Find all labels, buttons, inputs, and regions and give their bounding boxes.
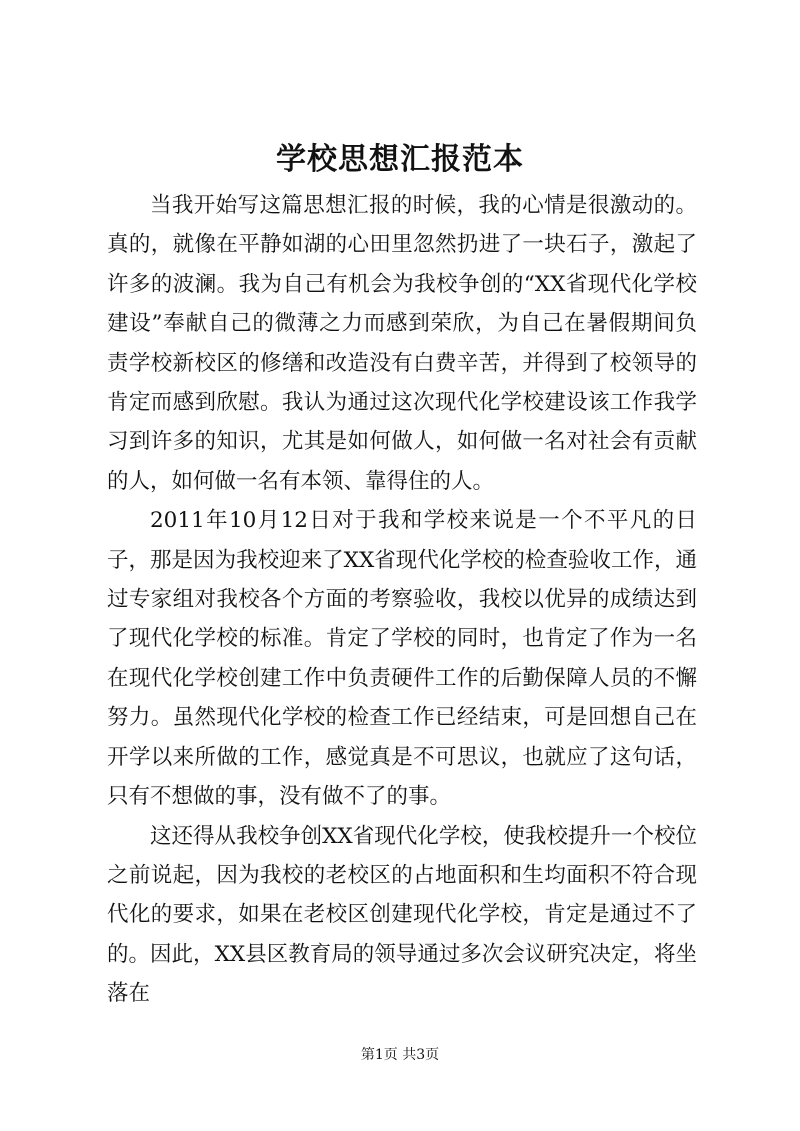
document-body bbox=[107, 186, 697, 1014]
paragraph-1: 当我开始写这篇思想汇报的时候，我的心情是很激动的。真的，就像在平静如湖的心田里忽然扔进了一块石子，激起了许多的波澜。我为自己有机会为我校争创的“XX省现代化学校建设”奉献自己的微薄之力而感到荣欣，为自己在暑假期间负责学校新校区的修缮和改造没有白费辛苦，并得到了校领导的肯定而感到欣慰。我认为通过这次现代化学校建设该工作我学习到许多的知识，尤其是如何做人，如何做一名对社会有贡献的人，如何做一名有本领、靠得住的人。 bbox=[107, 193, 697, 494]
paragraph-2: 2011年10月12日对于我和学校来说是一个不平凡的日子，那是因为我校迎来了XX省现代化学校的检查验收工作，通过专家组对我校各个方面的考察验收，我校以优异的成绩达到了现代化学校的标准。肯定了学校的同时，也肯定了作为一名在现代化学校创建工作中负责硬件工作的后勤保障人员的不懈努力。虽然现代化学校的检查工作已经结束，可是回想自己在开学以来所做的工作，感觉真是不可思议，也就应了这句话，只有不想做的事，没有做不了的事。 bbox=[107, 508, 697, 810]
document-title: 学校思想汇报范本 bbox=[276, 142, 524, 177]
page-footer: 第1页 共3页 bbox=[360, 1047, 440, 1063]
paragraph-3: 这还得从我校争创XX省现代化学校，使我校提升一个校位之前说起，因为我校的老校区的占地面积和生均面积不符合现代化的要求，如果在老校区创建现代化学校，肯定是通过不了的。因此，XX县区教育局的领导通过多次会议研究决定，将坐落在 bbox=[107, 823, 697, 1007]
